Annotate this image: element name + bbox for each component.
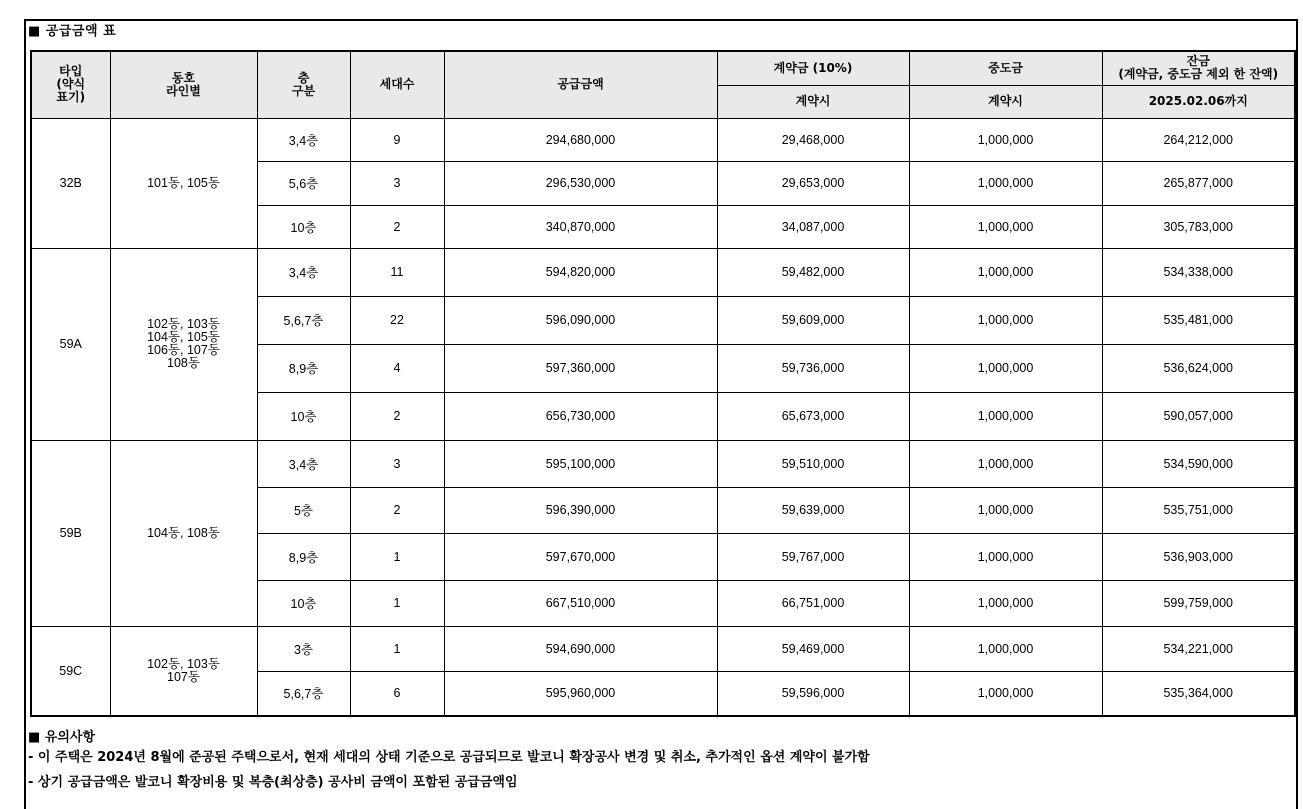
- price-cell: 595,960,000: [444, 671, 717, 716]
- floor-cell: 5,6,7층: [257, 671, 350, 716]
- balance-cell: 534,590,000: [1102, 440, 1295, 487]
- units-cell: 1: [350, 626, 444, 671]
- units-cell: 2: [350, 392, 444, 440]
- dong-cell: 102동, 103동 107동: [110, 626, 257, 716]
- price-cell: 294,680,000: [444, 118, 717, 161]
- deposit-cell: 59,639,000: [717, 487, 909, 533]
- balance-cell: 535,481,000: [1102, 296, 1295, 344]
- header-dong: [110, 51, 257, 118]
- deposit-cell: 59,736,000: [717, 344, 909, 392]
- header-balance-when: 2025.02.06까지: [1102, 85, 1295, 118]
- header-dong-text: 동호 라인별: [166, 70, 201, 98]
- floor-cell: 10층: [257, 392, 350, 440]
- middle-cell: 1,000,000: [909, 533, 1102, 580]
- floor-cell: 10층: [257, 205, 350, 248]
- deposit-cell: 29,468,000: [717, 118, 909, 161]
- header-price: 공급금액: [444, 51, 717, 118]
- note-item: - 이 주택은 2024년 8월에 준공된 주택으로서, 현재 세대의 상태 기준으로 공급되므로 발코니 확장공사 변경 및 취소, 추가적인 옵션 계약이 불가함: [28, 750, 870, 765]
- deposit-cell: 59,767,000: [717, 533, 909, 580]
- balance-cell: 536,624,000: [1102, 344, 1295, 392]
- balance-cell: 265,877,000: [1102, 161, 1295, 205]
- header-floor: [257, 51, 350, 118]
- floor-cell: 8,9층: [257, 344, 350, 392]
- deposit-cell: 34,087,000: [717, 205, 909, 248]
- middle-cell: 1,000,000: [909, 440, 1102, 487]
- deposit-cell: 66,751,000: [717, 580, 909, 626]
- units-cell: 22: [350, 296, 444, 344]
- table-row: [31, 440, 1295, 487]
- floor-cell: 3,4층: [257, 440, 350, 487]
- balance-cell: 534,221,000: [1102, 626, 1295, 671]
- type-cell: 59C: [31, 626, 110, 716]
- header-type: [31, 51, 110, 118]
- price-cell: 596,090,000: [444, 296, 717, 344]
- deposit-cell: 59,609,000: [717, 296, 909, 344]
- notes-title: ■ 유의사항: [28, 730, 96, 745]
- price-cell: 340,870,000: [444, 205, 717, 248]
- deposit-cell: 59,469,000: [717, 626, 909, 671]
- floor-cell: 10층: [257, 580, 350, 626]
- floor-cell: 5,6,7층: [257, 296, 350, 344]
- type-cell: 59B: [31, 440, 110, 626]
- price-cell: 596,390,000: [444, 487, 717, 533]
- table-row: [31, 118, 1295, 161]
- price-cell: 597,360,000: [444, 344, 717, 392]
- balance-cell: 536,903,000: [1102, 533, 1295, 580]
- note-item: - 상기 공급금액은 발코니 확장비용 및 복층(최상층) 공사비 금액이 포함된 공급금액임: [28, 775, 518, 790]
- middle-cell: 1,000,000: [909, 392, 1102, 440]
- middle-cell: 1,000,000: [909, 580, 1102, 626]
- units-cell: 9: [350, 118, 444, 161]
- units-cell: 4: [350, 344, 444, 392]
- table-row: [31, 248, 1295, 296]
- deposit-cell: 29,653,000: [717, 161, 909, 205]
- middle-cell: 1,000,000: [909, 205, 1102, 248]
- table-body: [31, 118, 1295, 716]
- units-cell: 2: [350, 487, 444, 533]
- floor-cell: 5,6층: [257, 161, 350, 205]
- header-deposit: 계약금 (10%): [717, 51, 909, 85]
- balance-cell: 535,364,000: [1102, 671, 1295, 716]
- type-cell: 59A: [31, 248, 110, 440]
- price-cell: 594,820,000: [444, 248, 717, 296]
- deposit-cell: 59,596,000: [717, 671, 909, 716]
- header-balance-text: 잔금 (계약금, 중도금 제외 한 잔액): [1118, 54, 1279, 82]
- price-cell: 656,730,000: [444, 392, 717, 440]
- price-cell: 296,530,000: [444, 161, 717, 205]
- balance-cell: 535,751,000: [1102, 487, 1295, 533]
- middle-cell: 1,000,000: [909, 626, 1102, 671]
- floor-cell: 3,4층: [257, 118, 350, 161]
- balance-cell: 534,338,000: [1102, 248, 1295, 296]
- price-cell: 667,510,000: [444, 580, 717, 626]
- notes-section: [28, 727, 870, 797]
- dong-cell: 104동, 108동: [110, 440, 257, 626]
- floor-cell: 5층: [257, 487, 350, 533]
- deposit-cell: 59,510,000: [717, 440, 909, 487]
- dong-cell: 102동, 103동 104동, 105동 106동, 107동 108동: [110, 248, 257, 440]
- middle-cell: 1,000,000: [909, 161, 1102, 205]
- supply-price-table: [30, 50, 1296, 717]
- table-row: [31, 626, 1295, 671]
- units-cell: 6: [350, 671, 444, 716]
- type-cell: 32B: [31, 118, 110, 248]
- header-middle-when: 계약시: [909, 85, 1102, 118]
- header-deposit-when: 계약시: [717, 85, 909, 118]
- middle-cell: 1,000,000: [909, 118, 1102, 161]
- header-middle: 중도금: [909, 51, 1102, 85]
- deposit-cell: 59,482,000: [717, 248, 909, 296]
- balance-cell: 599,759,000: [1102, 580, 1295, 626]
- units-cell: 3: [350, 161, 444, 205]
- price-cell: 597,670,000: [444, 533, 717, 580]
- middle-cell: 1,000,000: [909, 671, 1102, 716]
- header-balance: [1102, 51, 1295, 85]
- units-cell: 1: [350, 580, 444, 626]
- deposit-cell: 65,673,000: [717, 392, 909, 440]
- balance-cell: 264,212,000: [1102, 118, 1295, 161]
- floor-cell: 3,4층: [257, 248, 350, 296]
- header-type-text: 타입 (약식 표기): [56, 64, 86, 105]
- floor-cell: 8,9층: [257, 533, 350, 580]
- middle-cell: 1,000,000: [909, 296, 1102, 344]
- header-floor-text: 층 구분: [291, 70, 316, 98]
- floor-cell: 3층: [257, 626, 350, 671]
- units-cell: 3: [350, 440, 444, 487]
- middle-cell: 1,000,000: [909, 344, 1102, 392]
- middle-cell: 1,000,000: [909, 248, 1102, 296]
- dong-cell: 101동, 105동: [110, 118, 257, 248]
- units-cell: 2: [350, 205, 444, 248]
- units-cell: 1: [350, 533, 444, 580]
- price-cell: 594,690,000: [444, 626, 717, 671]
- price-cell: 595,100,000: [444, 440, 717, 487]
- header-units: 세대수: [350, 51, 444, 118]
- section-title: ■ 공급금액 표: [28, 24, 117, 39]
- middle-cell: 1,000,000: [909, 487, 1102, 533]
- balance-cell: 590,057,000: [1102, 392, 1295, 440]
- balance-cell: 305,783,000: [1102, 205, 1295, 248]
- units-cell: 11: [350, 248, 444, 296]
